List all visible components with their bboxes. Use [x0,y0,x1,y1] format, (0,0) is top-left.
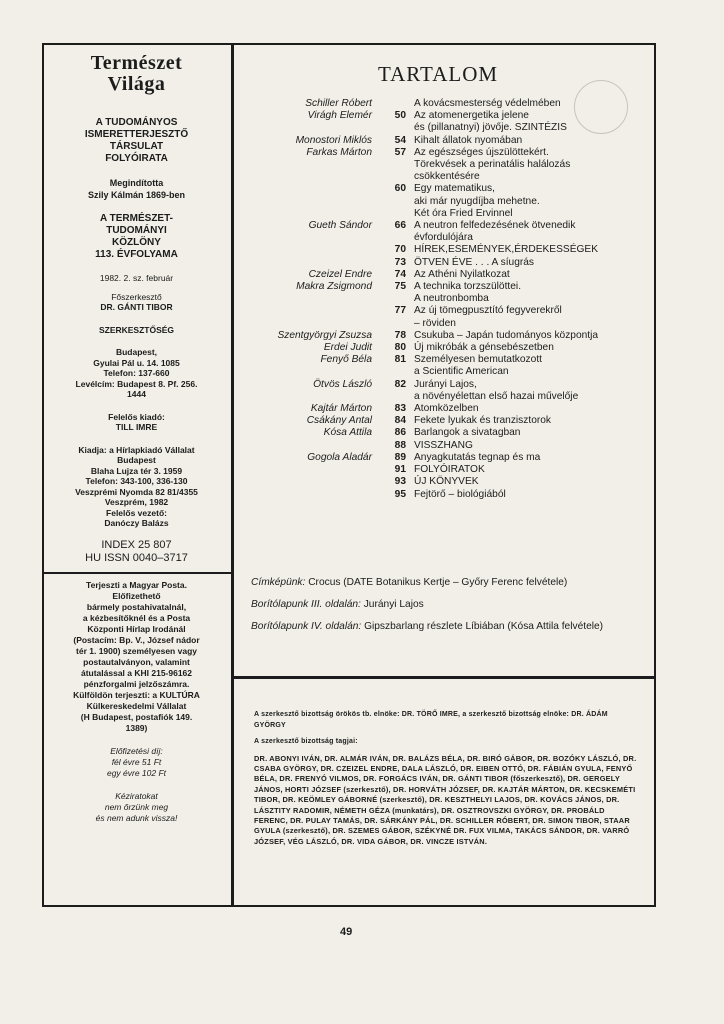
toc-article-title: A neutronbomba [414,293,489,305]
toc-article-title: Fekete lyukak és tranzisztorok [414,415,552,427]
toc-author: Kajtár Márton [310,403,372,415]
toc-page-number: 77 [394,305,406,317]
toc-article-title: A technika torzszülöttei. [414,281,522,293]
text-line: A TERMÉSZET- [100,213,173,224]
toc-article-title: Kihalt állatok nyomában [414,134,523,146]
publisher-society [42,117,231,165]
toc-row [236,281,652,293]
toc-page-number [374,391,414,403]
toc-row [236,489,652,501]
text-line: egy évre 102 Ft [106,767,167,778]
issue-date: 1982. 2. sz. február [99,273,174,283]
toc-page-number [374,171,414,183]
toc-page-number: 83 [394,403,406,415]
caption-label: Borítólapunk III. oldalán: [251,599,361,610]
toc-row [236,232,652,244]
text-line: Veszprém, 1982 [104,497,169,507]
toc-row [236,122,652,134]
toc-page-number: 81 [394,354,406,366]
toc-row [236,342,652,354]
toc-article-title: Fejtörő – biológiából [414,488,506,500]
toc-page-number [374,293,414,305]
toc-article-title: Egy matematikus, [414,183,495,195]
toc-author: Erdei Judit [323,342,372,354]
text-line: Blaha Lujza tér 3. 1959 [90,465,183,476]
toc-row [236,464,652,476]
toc-article-title: A kovácsmesterség védelmében [414,98,561,109]
founded [42,177,231,201]
toc-author [236,440,374,452]
toc-row [236,305,652,317]
text-line: nem őrzünk meg [104,801,169,812]
toc-page-number: 88 [394,439,406,451]
toc-page-number: 91 [394,464,406,476]
toc-row [236,427,652,439]
back3-caption [251,598,651,611]
toc-article-title: HÍREK,ESEMÉNYEK,ÉRDEKESSÉGEK [414,244,598,256]
toc-author [236,208,374,220]
toc-article-title: Barlangok a sivatagban [414,427,521,439]
toc-page-number: 74 [394,268,406,280]
text-line: Felelős vezető: [106,507,167,518]
toc-article-title: Az Athéni Nyilatkozat [414,268,510,280]
toc-author: Monostori Miklós [295,134,372,146]
toc-article-title: Jurányi Lajos, [414,378,477,390]
toc-article-title: Új mikróbák a génsebészetben [414,342,554,354]
toc-author [236,318,374,330]
text-line: A TUDOMÁNYOS [95,117,178,128]
text-line: DR. GÁNTI TIBOR [100,302,173,312]
editor [42,292,231,313]
toc-row [236,208,652,220]
contents-list [236,98,652,501]
text-line: Központi Hírlap Irodánál [87,623,186,634]
text-line: bármely postahivatalnál, [86,601,187,612]
toc-page-number: 57 [394,146,406,158]
toc-row [236,147,652,159]
toc-page-number [374,196,414,208]
toc-article-title: ÚJ KÖNYVEK [414,476,479,488]
text-line: Előfizethető [112,590,161,601]
text-line: postautalványon, valamint [83,656,190,667]
logo-line: Természet [90,52,183,74]
journal-logo [42,53,231,95]
text-line: TÁRSULAT [109,141,164,152]
toc-row [236,476,652,488]
toc-author [236,476,374,488]
office-address [42,347,231,400]
text-line: Kiadja: a Hírlapkiadó Vállalat [78,444,195,455]
text-line: 1389) [125,722,148,733]
committee-chairs: A szerkesztő bizottság örökös tb. elnöke: DR. TÖRŐ IMRE, a szerkesztő bizottság elnöke: DR. ÁDÁM GYÖRGY [254,711,608,729]
text-line: Terjeszti a Magyar Posta. [86,579,187,590]
toc-row [236,440,652,452]
responsible-publisher [42,412,231,433]
toc-page-number: 89 [394,451,406,463]
toc-author [236,489,374,501]
index-code [42,539,231,568]
text-line: Gyulai Pál u. 14. 1085 [93,357,180,368]
masthead-column [42,43,234,907]
caption-text: Jurányi Lajos [360,599,424,610]
text-line: Budapest, [115,347,158,357]
toc-row [236,415,652,427]
toc-row [236,135,652,147]
toc-page-number [374,122,414,134]
toc-page-number: 50 [394,110,406,122]
toc-page-number [374,366,414,378]
text-line: Külkereskedelmi Vállalat [86,700,187,711]
toc-article-title: ÖTVEN ÉVE . . . A síugrás [414,256,535,268]
toc-article-title: a növényélettan első hazai művelője [414,390,579,402]
toc-page-number: 86 [394,427,406,439]
caption-text: Gipszbarlang részlete Líbiában (Kósa Attila felvétele) [361,621,604,632]
toc-author: Kósa Attila [323,427,372,439]
toc-article-title: Az új tömegpusztító fegyverekről [414,305,562,317]
cover-caption [251,576,651,589]
toc-row [236,318,652,330]
office-label: SZERKESZTŐSÉG [98,324,175,335]
caption-text: Crocus (DATE Botanikus Kertje – Győry Ferenc felvétele) [305,577,568,588]
text-line: (H Budapest, postafiók 149. [80,711,193,722]
toc-article-title: csökkentésére [414,171,480,183]
toc-author [236,159,374,171]
toc-article-title: – röviden [414,317,456,329]
toc-article-title: aki már nyugdíjba mehetne. [414,195,540,207]
text-line: Veszprémi Nyomda 82 81/4355 [75,486,198,497]
toc-page-number [374,318,414,330]
contents-heading: TARTALOM [378,62,499,86]
toc-page-number: 84 [394,415,406,427]
toc-article-title: Anyagkutatás tegnap és ma [414,451,541,463]
toc-author [236,171,374,183]
toc-article-title: Csukuba – Japán tudományos központja [414,329,599,341]
toc-row [236,196,652,208]
toc-author [236,464,374,476]
text-line: Megindította [109,178,164,188]
text-line: Telefon: 137-660 [103,368,170,378]
toc-author [236,305,374,317]
toc-row [236,452,652,464]
toc-page-number: 75 [394,281,406,293]
caption-label: Borítólapunk IV. oldalán: [251,621,362,632]
toc-article-title: Személyesen bemutatkozott [414,354,542,366]
journal-volume [42,213,231,261]
toc-author: Gogola Aladár [307,451,372,463]
toc-author [236,196,374,208]
toc-page-number [374,232,414,244]
toc-article-title: Az atomenergetika jelene [414,110,529,122]
text-line: Szily Kálmán 1869-ben [87,190,186,200]
toc-page-number [374,159,414,171]
text-line: a kézbesítőknél és a Posta [82,612,191,623]
toc-author: Virágh Elemér [307,110,372,122]
toc-row [236,220,652,232]
toc-author [236,293,374,305]
toc-page-number: 60 [394,183,406,195]
text-line: KÖZLÖNY [112,237,161,248]
toc-author: Gueth Sándor [308,220,372,232]
toc-article-title: a Scientific American [414,366,509,378]
toc-page-number [374,208,414,220]
text-line: tér 1. 1900) személyesen vagy [76,645,197,656]
toc-author [236,122,374,134]
toc-page-number: 82 [394,378,406,390]
toc-article-title: Atomközelben [414,403,479,415]
toc-article-title: Az egészséges újszülöttekért. [414,146,549,158]
toc-author: Makra Zsigmond [296,281,372,293]
toc-row [236,257,652,269]
toc-row [236,98,652,110]
text-line: Budapest [117,455,156,465]
subscription-price [42,746,231,779]
editorial-committee [236,682,654,906]
text-line: Előfizetési díj: [110,745,163,756]
text-line: Telefon: 343-100, 336-130 [85,476,188,486]
toc-author [236,183,374,195]
toc-row [236,293,652,305]
text-line: ISMERETTERJESZTŐ [84,129,189,140]
text-line: pénzforgalmi jelzőszámra. [83,678,190,689]
committee-members-label: A szerkesztő bizottság tagjai: [254,738,358,745]
text-line: 1444 [127,389,146,399]
text-line: INDEX 25 807 [101,538,172,551]
toc-author [236,366,374,378]
toc-row [236,330,652,342]
text-line: HU ISSN 0040–3717 [85,551,188,564]
toc-page-number: 70 [394,244,406,256]
toc-author: Csákány Antal [306,415,372,427]
distribution-info [42,574,231,734]
text-line: TILL IMRE [115,422,158,432]
toc-row [236,354,652,366]
text-line: Külföldön terjeszti: a KULTÚRA [73,689,200,700]
toc-row [236,110,652,122]
manuscript-notice [42,791,231,824]
text-line: fél évre 51 Ft [111,756,162,767]
cover-captions [251,576,651,642]
toc-row [236,403,652,415]
text-line: átutalással a KHI 215-96162 [80,667,193,678]
toc-author: Szentgyörgyi Zsuzsa [277,329,372,341]
toc-article-title: és (pillanatnyi) jövője. SZINTÉZIS [414,122,567,134]
text-line: FOLYÓIRATA [105,153,168,164]
toc-page-number: 54 [394,134,406,146]
text-line: TUDOMÁNYI [106,225,167,236]
toc-author: Ötvös László [313,378,372,390]
toc-row [236,379,652,391]
toc-page-number: 78 [394,329,406,341]
toc-article-title: Törekvések a perinatális halálozás [414,159,571,171]
toc-page-number: 66 [394,220,406,232]
toc-author [236,257,374,269]
toc-article-title: FOLYÓIRATOK [414,464,485,476]
toc-page-number: 93 [394,476,406,488]
toc-article-title: Két óra Fried Ervinnel [414,207,513,219]
toc-row [236,244,652,256]
printer-info [42,445,231,529]
toc-article-title: évfordulójára [414,232,473,244]
caption-label: Címképünk: [251,577,306,588]
toc-author: Czeizel Endre [308,268,372,280]
text-line: 113. ÉVFOLYAMA [95,249,178,260]
text-line: Felelős kiadó: [108,411,165,422]
toc-author [236,391,374,403]
toc-row [236,183,652,195]
toc-author: Fenyő Béla [320,354,372,366]
toc-row [236,171,652,183]
text-line: (Postacím: Bp. V., József nádor [73,634,200,645]
text-line: és nem adunk vissza! [95,812,178,823]
toc-page-number: 95 [394,488,406,500]
page-number: 49 [340,926,353,938]
toc-row [236,391,652,403]
toc-author: Schiller Róbert [305,98,372,109]
toc-author [236,244,374,256]
toc-author: Farkas Márton [306,146,372,158]
committee-members: DR. ABONYI IVÁN, DR. ALMÁR IVÁN, DR. BALÁZS BÉLA, DR. BIRÓ GÁBOR, DR. BOZÓKY LÁSZLÓ, DR. CSABA GYÖRGY, DR. CZEIZEL ENDRE, DALA LÁSZLÓ, DR. EIBEN OTTÓ, DR. FÁBIÁN GYULA, FENYŐ BÉLA, DR. FRENYÓ VILMOS, DR. FORGÁCS IVÁN, DR. GÁNTI TIBOR (főszerkesztő), DR. GERGELY JÁNOS, HORTI JÓZSEF (szerkesztő), DR. HORVÁTH JÓZSEF, DR. KAJTÁR MÁRTON, DR. KECSKEMÉTI TIBOR, DR. KEÖMLEY GÁBORNÉ (szerkesztő), DR. KESZTHELYI LAJOS, DR. KOVÁCS JÁNOS, DR. LÁSZTITY RADOMIR, NÉMETH GÉZA (munkatárs), DR. OSZTROVSZKI GYÖRGY, DR. PROBÁLD FERENC, DR. PULAY TAMÁS, DR. SÁRKÁNY PÁL, DR. SCHILLER RÓBERT, DR. SIMON TIBOR, STAAR GYULA (szerkesztő), DR. SZEMES GÁBOR, SZÉKYNÉ DR. FUX VILMA, TAKÁCS SÁNDOR, DR. VARRÓ JÓZSEF, VÉG LÁSZLÓ, DR. VIDA GÁBOR, DR. VINCZE ISTVÁN. [254,753,637,846]
toc-row [236,366,652,378]
toc-author [236,232,374,244]
toc-row [236,159,652,171]
logo-line: Világa [107,73,166,95]
toc-article-title: A neutron felfedezésének ötvenedik [414,220,576,232]
text-line: Főszerkesztő [111,291,162,302]
text-line: Danóczy Balázs [104,518,169,528]
toc-row [236,269,652,281]
toc-page-number [374,98,414,110]
text-line: Kéziratokat [115,790,158,801]
toc-article-title: VISSZHANG [414,439,473,451]
toc-page-number: 73 [394,256,406,268]
text-line: Levélcím: Budapest 8. Pf. 256. [75,378,198,389]
back4-caption [251,620,651,633]
toc-page-number: 80 [394,342,406,354]
